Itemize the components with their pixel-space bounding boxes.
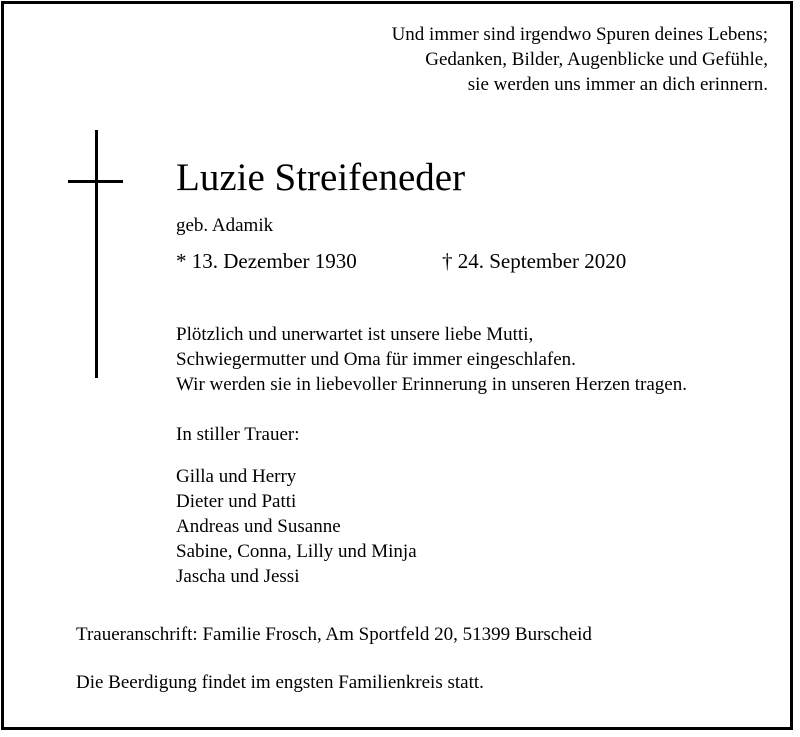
mourner-item: Dieter und Patti [176,491,297,512]
birth-date: * 13. Dezember 1930 [176,249,357,273]
mourning-address: Traueranschrift: Familie Frosch, Am Sportfeld 20, 51399 Burscheid [76,624,592,645]
deceased-name: Luzie Streifeneder [176,156,466,199]
obituary-message [176,322,687,397]
obituary-frame [1,1,793,730]
quote-line: Und immer sind irgendwo Spuren deines Lebens; [391,24,768,45]
maiden-name: geb. Adamik [176,215,274,236]
mourner-item: Sabine, Conna, Lilly und Minja [176,541,417,562]
mourning-intro: In stiller Trauer: [176,424,300,445]
memorial-quote [392,22,768,97]
cross-horizontal-bar [68,180,123,183]
cross-vertical-bar [95,130,98,378]
quote-line: Gedanken, Bilder, Augenblicke und Gefühle, [425,49,768,70]
mourner-item: Gilla und Herry [176,466,297,487]
funeral-note: Die Beerdigung findet im engsten Familienkreis statt. [76,672,484,693]
mourner-item: Andreas und Susanne [176,516,341,537]
quote-line: sie werden uns immer an dich erinnern. [467,74,768,95]
message-line: Schwiegermutter und Oma für immer eingeschlafen. [176,349,576,370]
message-line: Wir werden sie in liebevoller Erinnerung in unseren Herzen tragen. [176,374,687,395]
mourners-list [176,464,417,589]
death-date: † 24. September 2020 [442,249,627,273]
mourner-item: Jascha und Jessi [176,566,300,587]
message-line: Plötzlich und unerwartet ist unsere liebe Mutti, [176,324,534,345]
